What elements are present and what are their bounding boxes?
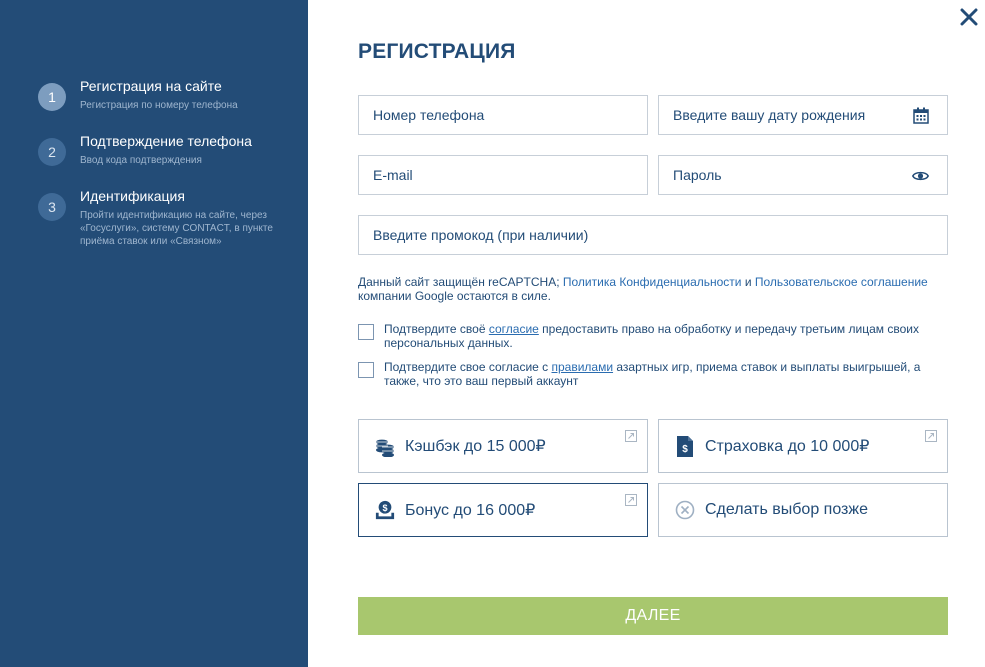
step-number: 1	[38, 83, 66, 111]
coins-icon	[375, 434, 395, 458]
email-field[interactable]	[358, 155, 648, 195]
step-subtitle: Регистрация по номеру телефона	[80, 100, 238, 111]
step-title: Идентификация	[80, 188, 185, 204]
external-link-icon[interactable]	[925, 430, 937, 442]
birthdate-field[interactable]	[658, 95, 948, 135]
document-dollar-icon	[675, 434, 695, 458]
password-field[interactable]	[658, 155, 948, 195]
step-identification	[38, 188, 275, 248]
bonus-label: Кэшбэк до 15 000₽	[405, 438, 546, 455]
step-subtitle: Ввод кода подтверждения	[80, 155, 202, 166]
recaptcha-notice	[358, 275, 948, 303]
close-icon	[960, 8, 978, 26]
privacy-policy-link[interactable]: Политика Конфиденциальности	[562, 275, 742, 289]
money-bag-icon	[375, 498, 395, 522]
password-input[interactable]	[673, 167, 933, 183]
cancel-circle-icon	[675, 498, 695, 522]
consent-text-part: предоставить право на обработку и передачу третьим лицам своих персональных данных.	[384, 322, 919, 350]
rules-checkbox[interactable]	[358, 362, 374, 378]
phone-input[interactable]	[373, 107, 633, 123]
insurance-option[interactable]	[658, 419, 948, 473]
notice-text: Данный сайт защищён reCAPTCHA;	[358, 275, 563, 289]
registration-steps-sidebar	[0, 0, 308, 667]
svg-text:$: $	[682, 443, 688, 455]
consent-text	[384, 360, 948, 388]
consent-text-part: Подтвердите своё	[384, 322, 489, 336]
step-number: 2	[38, 138, 66, 166]
consent-link[interactable]: согласие	[488, 322, 539, 336]
bonus-label: Сделать выбор позже	[705, 501, 868, 518]
consent-text-part: Подтвердите свое согласие с	[384, 360, 552, 374]
page-title: РЕГИСТРАЦИЯ	[358, 40, 516, 63]
close-button[interactable]	[958, 6, 980, 28]
consent-text	[384, 322, 948, 350]
step-subtitle: Пройти идентификацию на сайте, через «Госуслуги», систему CONTACT, в пункте приёма ставок или «Связном»	[80, 210, 273, 247]
notice-text: и	[741, 275, 755, 289]
external-link-icon[interactable]	[625, 430, 637, 442]
phone-field[interactable]	[358, 95, 648, 135]
consent-personal-data	[358, 322, 948, 350]
step-title: Регистрация на сайте	[80, 78, 222, 94]
promo-input[interactable]	[373, 227, 933, 243]
consent-text-part: азартных игр, приема ставок и выплаты выигрышей, а также, что это ваш первый аккаунт	[384, 360, 921, 388]
cashback-option[interactable]	[358, 419, 648, 473]
external-link-icon[interactable]	[625, 494, 637, 506]
notice-text: компании Google остаются в силе.	[358, 289, 551, 303]
step-title: Подтверждение телефона	[80, 133, 252, 149]
email-input[interactable]	[373, 167, 633, 183]
consent-rules	[358, 360, 948, 388]
next-button[interactable]: ДАЛЕЕ	[358, 597, 948, 635]
terms-link[interactable]: Пользовательское соглашение	[754, 275, 928, 289]
personal-data-checkbox[interactable]	[358, 324, 374, 340]
bonus-option[interactable]	[358, 483, 648, 537]
step-number: 3	[38, 193, 66, 221]
promo-field[interactable]	[358, 215, 948, 255]
step-registration	[38, 78, 280, 112]
bonus-label: Страховка до 10 000₽	[705, 438, 870, 455]
choose-later-option[interactable]	[658, 483, 948, 537]
eye-icon[interactable]	[912, 169, 929, 187]
svg-text:$: $	[382, 502, 388, 513]
birthdate-input[interactable]	[673, 107, 933, 123]
rules-link[interactable]: правилами	[551, 360, 614, 374]
calendar-icon[interactable]	[913, 107, 929, 129]
bonus-label: Бонус до 16 000₽	[405, 502, 536, 519]
step-phone-confirmation	[38, 133, 280, 167]
